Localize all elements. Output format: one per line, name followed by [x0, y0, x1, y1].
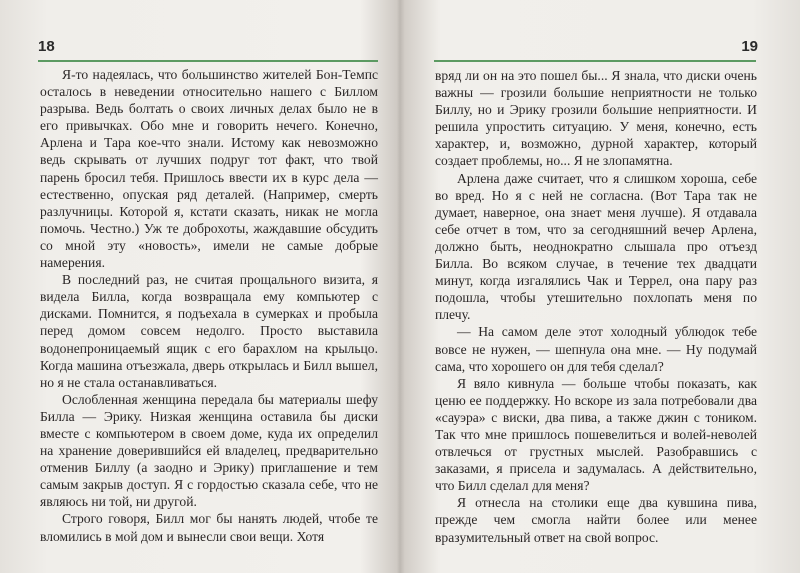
page-number-left: 18: [38, 38, 55, 55]
header-rule-left: [38, 60, 378, 62]
header-rule-right: [434, 60, 756, 62]
page-number-right: 19: [741, 38, 758, 55]
paragraph: вряд ли он на это пошел бы... Я знала, что диски очень важны — грозили большие неприятности не только Биллу, но и Эрику грозили большие неприятности. И решила упростить ситуацию. У меня, конечно, есть характер, и, возможно, дурной характер, который создает проблемы, но... Я не злопамятна.: [435, 68, 757, 169]
left-page: [0, 0, 398, 573]
paragraph: Я вяло кивнула — больше чтобы показать, как ценю ее поддержку. Но вскоре из зала потребовали два «сауэра» с виски, два пива, а также джин с тоником. Так что мне пришлось пошевелиться и волей-неволей отвлечься от грустных мыслей. Разобравшись с заказами, я присела и задумалась. А действительно, что Билл сделал для меня?: [435, 375, 757, 494]
paragraph: Я отнесла на столики еще два кувшина пива, прежде чем смогла найти более или менее вразумительный ответ на свой вопрос.: [435, 495, 757, 545]
paragraph: — На самом деле этот холодный ублюдок тебе вовсе не нужен, — шепнула она мне. — Ну подумай сама, что хорошего он для тебя сделал?: [435, 324, 757, 374]
left-page-text: [40, 66, 378, 545]
right-page-text: [435, 67, 757, 546]
paragraph: Арлена даже считает, что я слишком хороша, себе во вред. Но я с ней не согласна. (Вот Тара так не думает, наверное, она знает меня лучше). Я отдавала себе отчет в том, что за сегодняшний вечер Арлена, должно быть, неоднократно слышала про отъезд Билла. Во всяком случае, в течение тех двадцати минут, когда изгалялись Чак и Террел, она пару раз подошла, чтобы утешительно похлопать меня по плечу.: [435, 170, 757, 323]
paragraph: Ослобленная женщина передала бы материалы шефу Билла — Эрику. Низкая женщина оставила бы диски вместе с компьютером в своем доме, куда их определил на хранение доверившийся ей владелец, предварительно отменив Биллу (а заодно и Эрику) приглашение и тем самым закрыв доступ. Я с гордостью сказала себе, что не являюсь ни той, ни другой.: [40, 391, 378, 510]
paragraph: Строго говоря, Билл мог бы нанять людей, чтобе те вломились в мой дом и вынесли свои вещи. Хотя: [40, 511, 378, 544]
paragraph: Я-то надеялась, что большинство жителей Бон-Темпс осталось в неведении относительно нашего с Биллом разрыва. Ведь болтать о своих личных делах было не в его привычках. Обо мне и говорить нечего. Конечно, Арлена и Тара кое-что знали. Истому как невозможно ведь скрывать от лучших подруг тот факт, что твой парень бросил тебя. Пришлось ввести их в курс дела — естественно, опуская ряд деталей. (Например, смерть разлучницы. Которой я, кстати сказать, никак не могла помочь. Честно.) Уж те доброхоты, жаждавшие обсудить со мной эту «новость», имели не самые добрые намерения.: [40, 67, 378, 271]
paragraph: В последний раз, не считая прощального визита, я видела Билла, когда возвращала ему компьютер с дисками. Помнится, я подъехала в сумерках и пробыла перед домом совсем недолго. Просто выставила водонепроницаемый ящик с его барахлом на крыльцо. Когда машина отъезжала, дверь открылась и Билл вышел, но я не стала останавливаться.: [40, 272, 378, 390]
right-page: [402, 0, 800, 573]
